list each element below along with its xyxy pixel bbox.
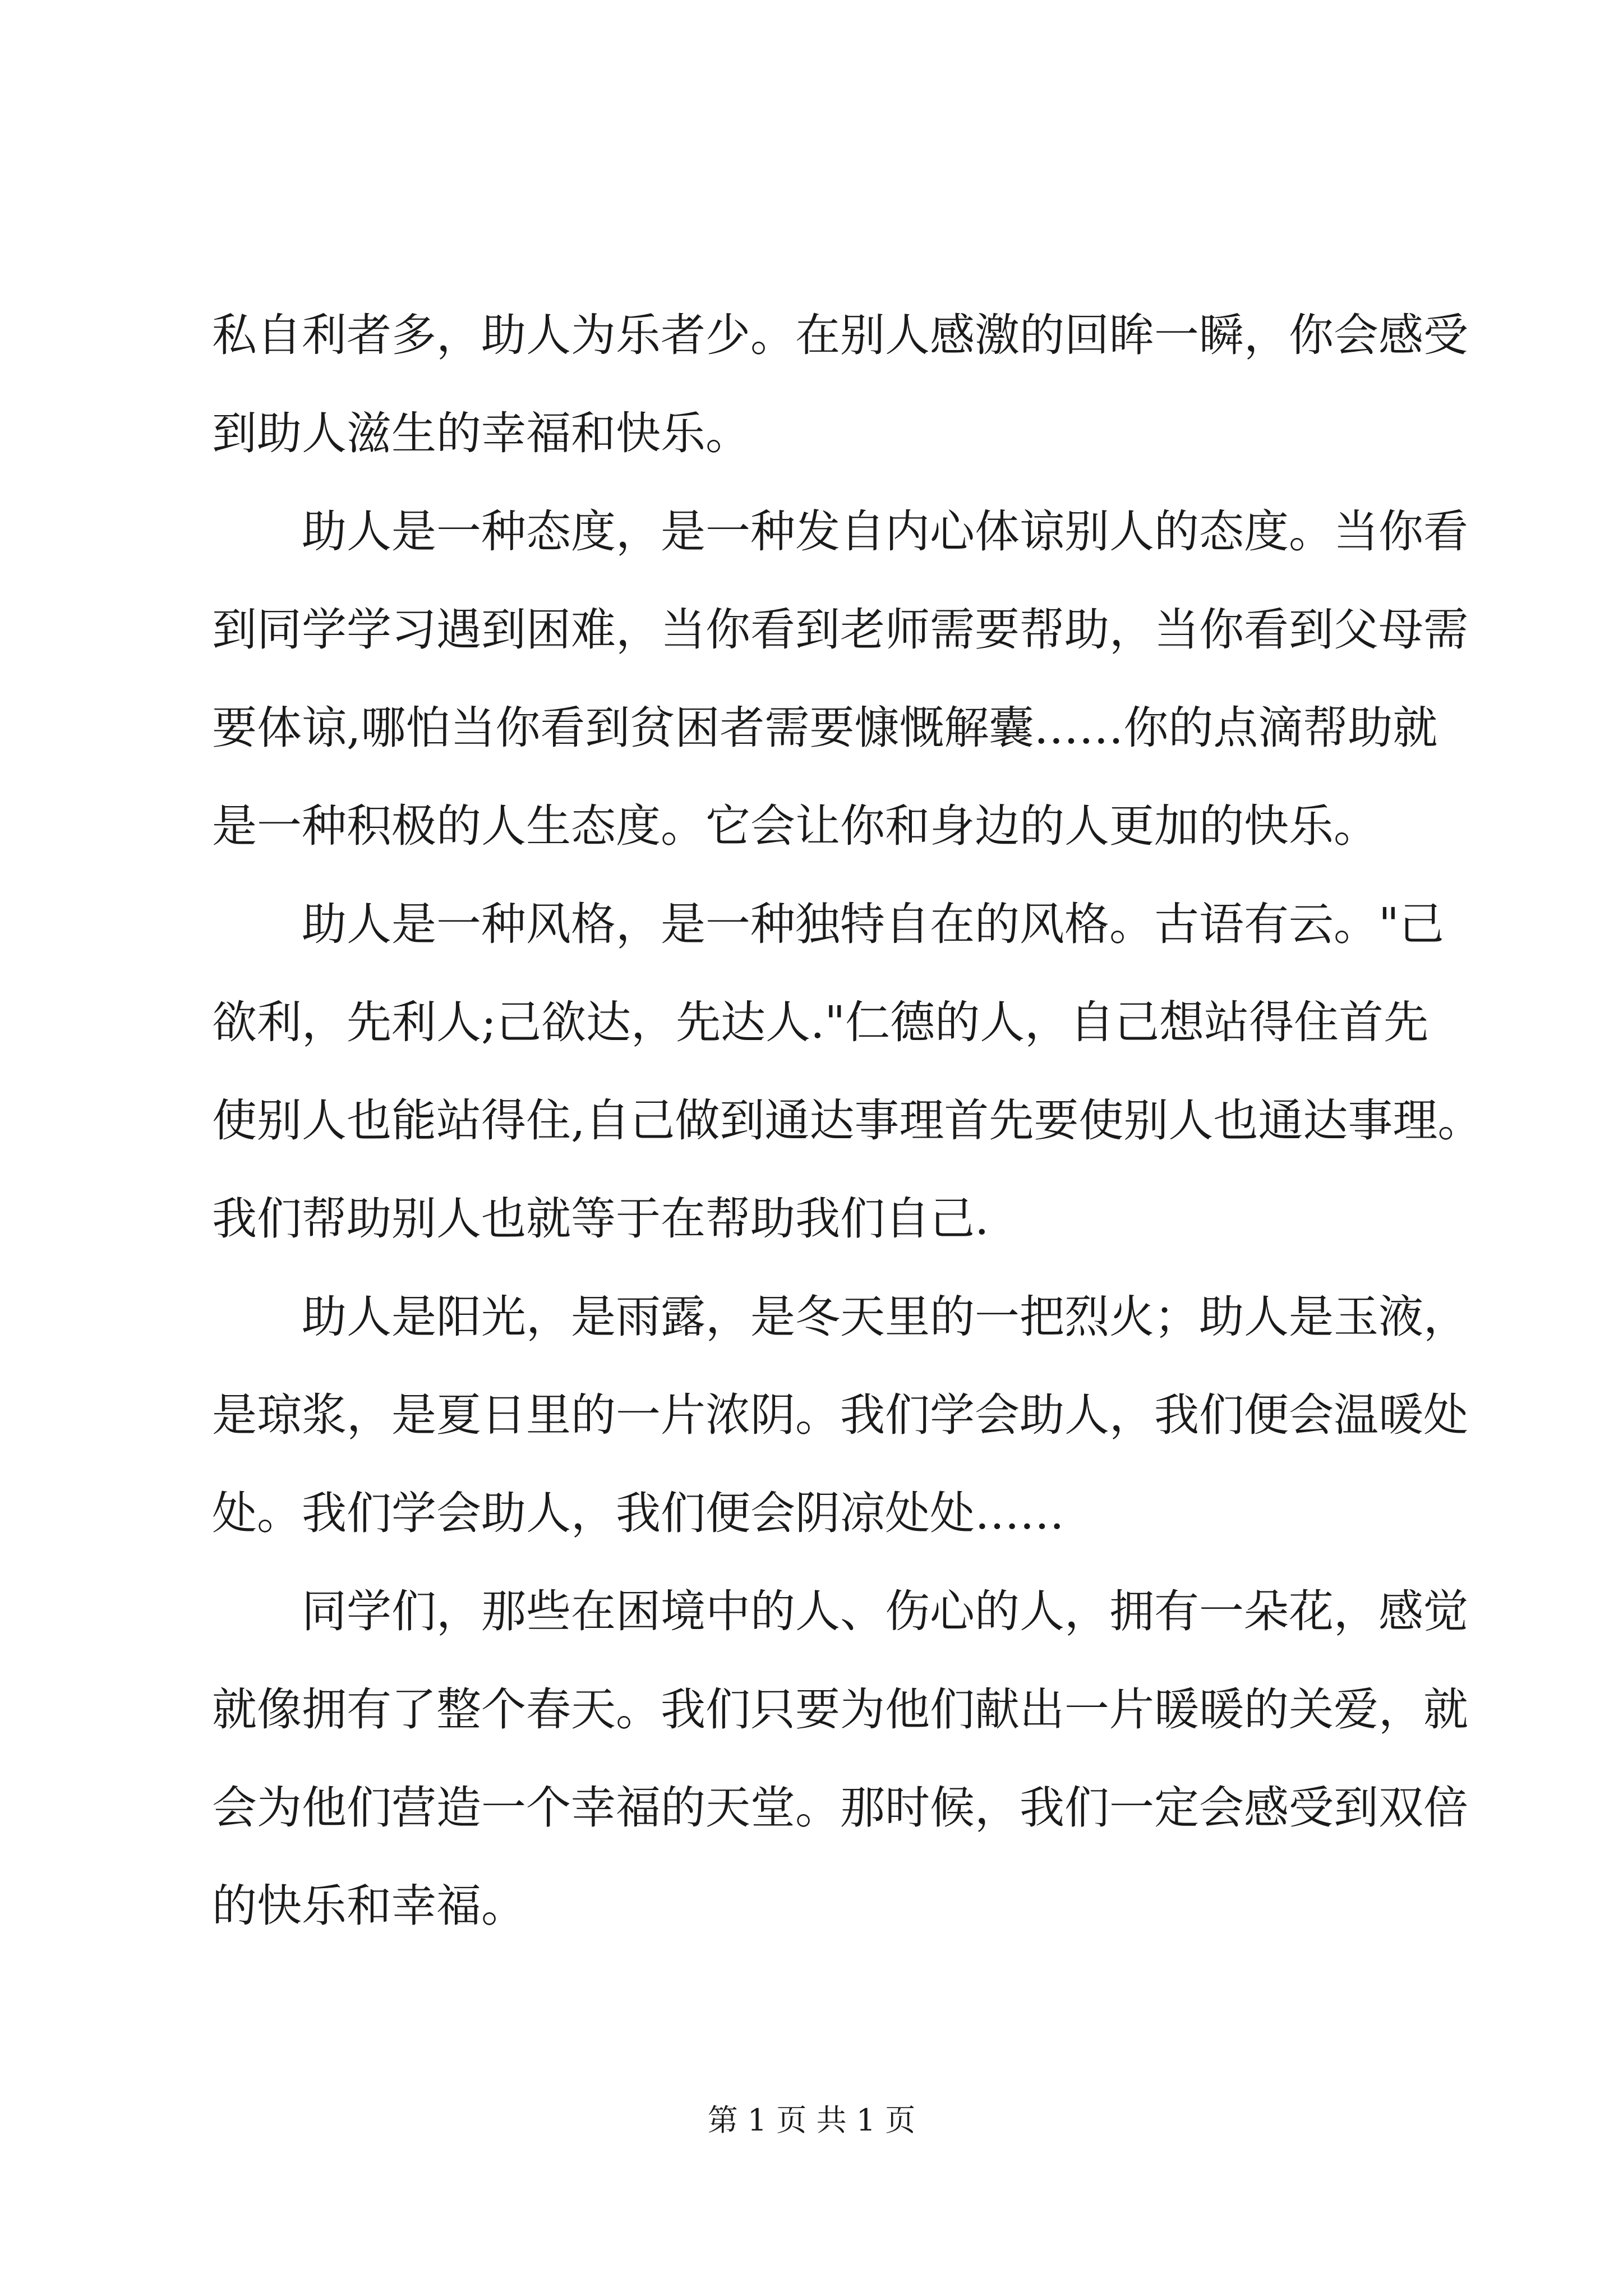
text-line: 助人是一种风格，是一种独特自在的风格。古语有云。"己 — [302, 898, 1444, 950]
text-line: 会为他们营造一个幸福的天堂。那时候，我们一定会感受到双倍 — [212, 1782, 1468, 1834]
text-line: 我们帮助别人也就等于在帮助我们自己. — [212, 1193, 989, 1245]
paragraph — [212, 875, 1483, 1268]
text-line: 使别人也能站得住,自己做到通达事理首先要使别人也通达事理。 — [212, 1094, 1483, 1147]
page-footer: 第 1 页 共 1 页 — [707, 2102, 916, 2138]
text-line: 就像拥有了整个春天。我们只要为他们献出一片暖暖的关爱，就 — [212, 1683, 1468, 1736]
text-line: 要体谅,哪怕当你看到贫困者需要慷慨解囊……你的点滴帮助就 — [212, 702, 1438, 754]
text-line: 欲利，先利人;己欲达，先达人."仁德的人，自己想站得住首先 — [212, 996, 1429, 1048]
text-line: 到同学学习遇到困难，当你看到老师需要帮助，当你看到父母需 — [212, 604, 1468, 656]
paragraph — [212, 1562, 1468, 1955]
text-line: 的快乐和幸福。 — [212, 1880, 526, 1932]
text-line: 助人是一种态度，是一种发自内心体谅别人的态度。当你看 — [302, 505, 1468, 558]
text-line: 助人是阳光，是雨露，是冬天里的一把烈火；助人是玉液， — [302, 1291, 1468, 1343]
document-body — [212, 286, 1483, 1955]
text-line: 是琼浆，是夏日里的一片浓阴。我们学会助人，我们便会温暖处 — [212, 1389, 1468, 1441]
text-line: 私自利者多，助人为乐者少。在别人感激的回眸一瞬，你会感受 — [212, 309, 1468, 361]
text-line: 处。我们学会助人，我们便会阴凉处处…… — [212, 1487, 1064, 1539]
paragraph — [212, 1268, 1468, 1562]
paragraph — [212, 286, 1468, 482]
paragraph — [212, 482, 1468, 875]
text-line: 是一种积极的人生态度。它会让你和身边的人更加的快乐。 — [212, 800, 1378, 852]
text-line: 到助人滋生的幸福和快乐。 — [212, 407, 750, 459]
text-line: 同学们，那些在困境中的人、伤心的人，拥有一朵花，感觉 — [302, 1585, 1468, 1637]
